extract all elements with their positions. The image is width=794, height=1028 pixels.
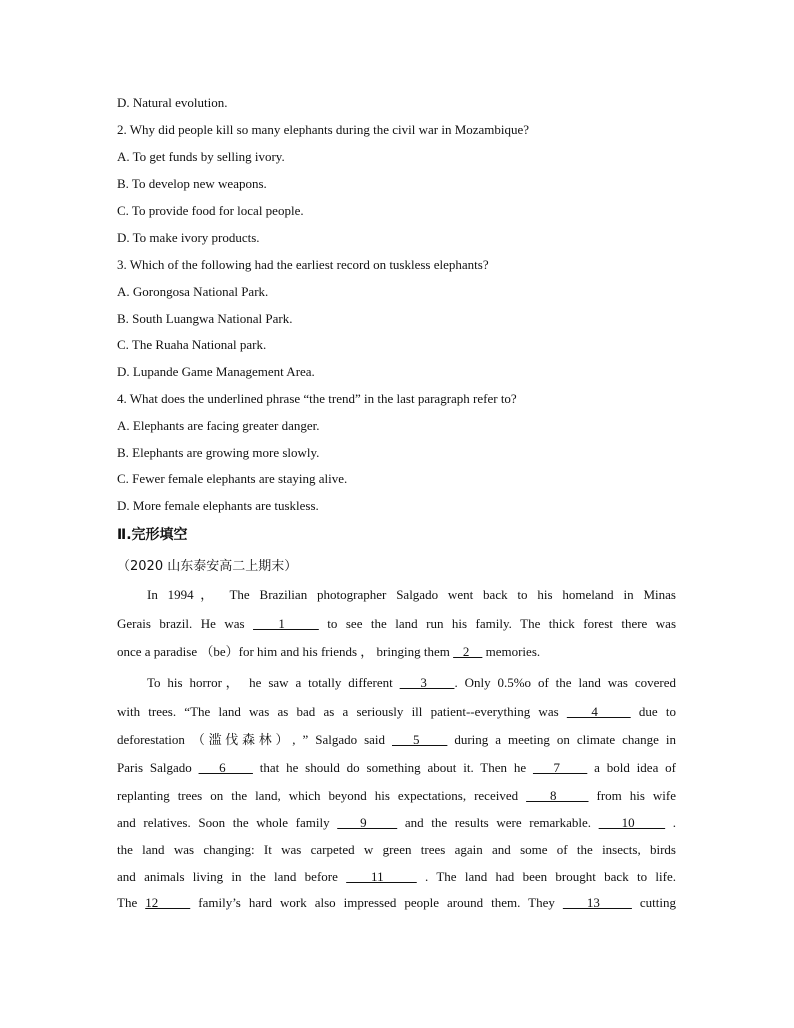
- passage-line-7: Paris Salgado 6 that he should do something about it. Then he 7 a bold idea of: [117, 760, 676, 775]
- passage-line-10: the land was changing: It was carpeted w green trees again and some of the insects, birds: [117, 842, 676, 857]
- blank-3: 3: [399, 675, 455, 690]
- passage-line-3: once a paradise （be）for him and his friends ， bringing them 2 memories.: [117, 644, 541, 659]
- section-heading: Ⅱ.完形填空: [117, 527, 188, 543]
- passage-line-9: and relatives. Soon the whole family 9 and the results were remarkable. 10 .: [117, 815, 677, 830]
- blank-13: 13: [562, 895, 632, 910]
- option-b-q4: B. Elephants are growing more slowly.: [117, 445, 320, 460]
- passage-line-6: deforestation （滥伐森林）, ” Salgado said 5 during a meeting on climate change in: [117, 732, 677, 747]
- blank-6: 6: [198, 760, 253, 775]
- option-c-q2: C. To provide food for local people.: [117, 203, 304, 218]
- blank-9: 9: [337, 815, 398, 830]
- blank-8: 8: [526, 788, 589, 803]
- question-4: 4. What does the underlined phrase “the trend” in the last paragraph refer to?: [117, 391, 517, 406]
- blank-4: 4: [566, 704, 631, 719]
- blank-10: 10: [598, 815, 666, 830]
- passage-line-2: Gerais brazil. He was 1 to see the land run his family. The thick forest there was: [117, 616, 677, 631]
- option-a-q2: A. To get funds by selling ivory.: [117, 149, 285, 164]
- option-d-q4: D. More female elephants are tuskless.: [117, 498, 319, 513]
- source-note: （2020 山东泰安高二上期末）: [117, 559, 298, 574]
- passage-line-11: and animals living in the land before 11 . The land had been brought back to life.: [117, 869, 676, 884]
- blank-2: 2: [453, 644, 483, 659]
- passage-line-12: The 12 family’s hard work also impressed people around them. They 13 cutting: [117, 895, 677, 910]
- option-c-q4: C. Fewer female elephants are staying alive.: [117, 471, 348, 486]
- passage-line-8: replanting trees on the land, which beyond his expectations, received 8 from his wife: [117, 788, 677, 803]
- option-a-q3: A. Gorongosa National Park.: [117, 284, 269, 299]
- option-b-q2: B. To develop new weapons.: [117, 176, 267, 191]
- passage-line-1: In 1994， The Brazilian photographer Salgado went back to his homeland in Minas: [147, 587, 676, 602]
- option-c-q3: C. The Ruaha National park.: [117, 337, 267, 352]
- blank-12: 12: [145, 895, 191, 910]
- blank-1: 1: [253, 616, 319, 631]
- blank-5: 5: [392, 732, 448, 747]
- option-d-q3: D. Lupande Game Management Area.: [117, 364, 315, 379]
- option-d-q2: D. To make ivory products.: [117, 230, 260, 245]
- question-2: 2. Why did people kill so many elephants during the civil war in Mozambique?: [117, 122, 530, 137]
- question-3: 3. Which of the following had the earliest record on tuskless elephants?: [117, 257, 489, 272]
- blank-11: 11: [346, 869, 417, 884]
- option-b-q3: B. South Luangwa National Park.: [117, 311, 293, 326]
- option-d-q1: D. Natural evolution.: [117, 95, 228, 110]
- passage-line-5: with trees. “The land was as bad as a seriously ill patient--everything was 4 due to: [117, 704, 676, 719]
- passage-line-4: To his horror， he saw a totally different 3 . Only 0.5%o of the land was covered: [147, 675, 676, 690]
- option-a-q4: A. Elephants are facing greater danger.: [117, 418, 320, 433]
- blank-7: 7: [532, 760, 588, 775]
